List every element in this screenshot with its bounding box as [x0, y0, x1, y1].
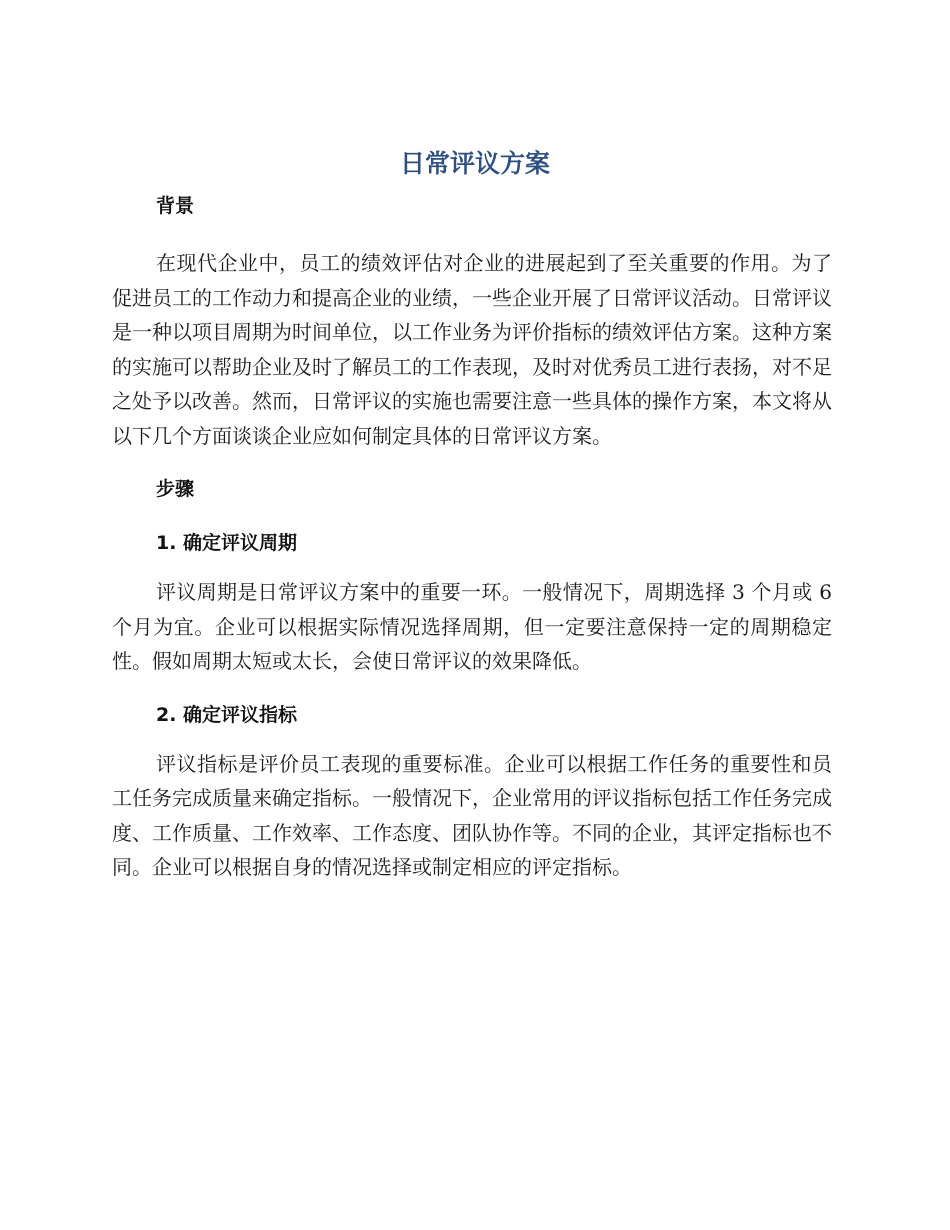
spacer [112, 224, 832, 246]
spacer [112, 453, 832, 471]
spacer [112, 507, 832, 525]
step-indicators-paragraph: 评议指标是评价员工表现的重要标准。企业可以根据工作任务的重要性和员工任务完成质量来确定指标。一般情况下，企业常用的评议指标包括工作任务完成度、工作质量、工作效率、工作态度、团队协作等。不同的企业，其评定指标也不同。企业可以根据自身的情况选择或制定相应的评定指标。 [112, 751, 832, 879]
step-heading-indicators: 2. 确定评议指标 [156, 703, 298, 726]
section-heading-background: 背景 [156, 195, 195, 217]
spacer [112, 679, 832, 697]
spacer [112, 561, 832, 575]
spacer [112, 733, 832, 747]
document-title: 日常评议方案 [399, 149, 550, 178]
step-cycle-paragraph: 评议周期是日常评议方案中的重要一环。一般情况下，周期选择 3 个月或 6 个月为宜。企业可以根据实际情况选择周期，但一定要注意保持一定的周期稳定性。假如周期太短或太长，会使日常评议的效果降低。 [112, 580, 832, 673]
section-heading-steps: 步骤 [156, 478, 195, 500]
step-heading-cycle: 1. 确定评议周期 [156, 532, 298, 554]
document-body [112, 188, 832, 885]
background-paragraph: 在现代企业中，员工的绩效评估对企业的进展起到了至关重要的作用。为了促进员工的工作动力和提高企业的业绩，一些企业开展了日常评议活动。日常评议是一种以项目周期为时间单位，以工作业务为评价指标的绩效评估方案。这种方案的实施可以帮助企业及时了解员工的工作表现，及时对优秀员工进行表扬，对不足之处予以改善。然而，日常评议的实施也需要注意一些具体的操作方案，本文将从以下几个方面谈谈企业应如何制定具体的日常评议方案。 [112, 251, 832, 448]
